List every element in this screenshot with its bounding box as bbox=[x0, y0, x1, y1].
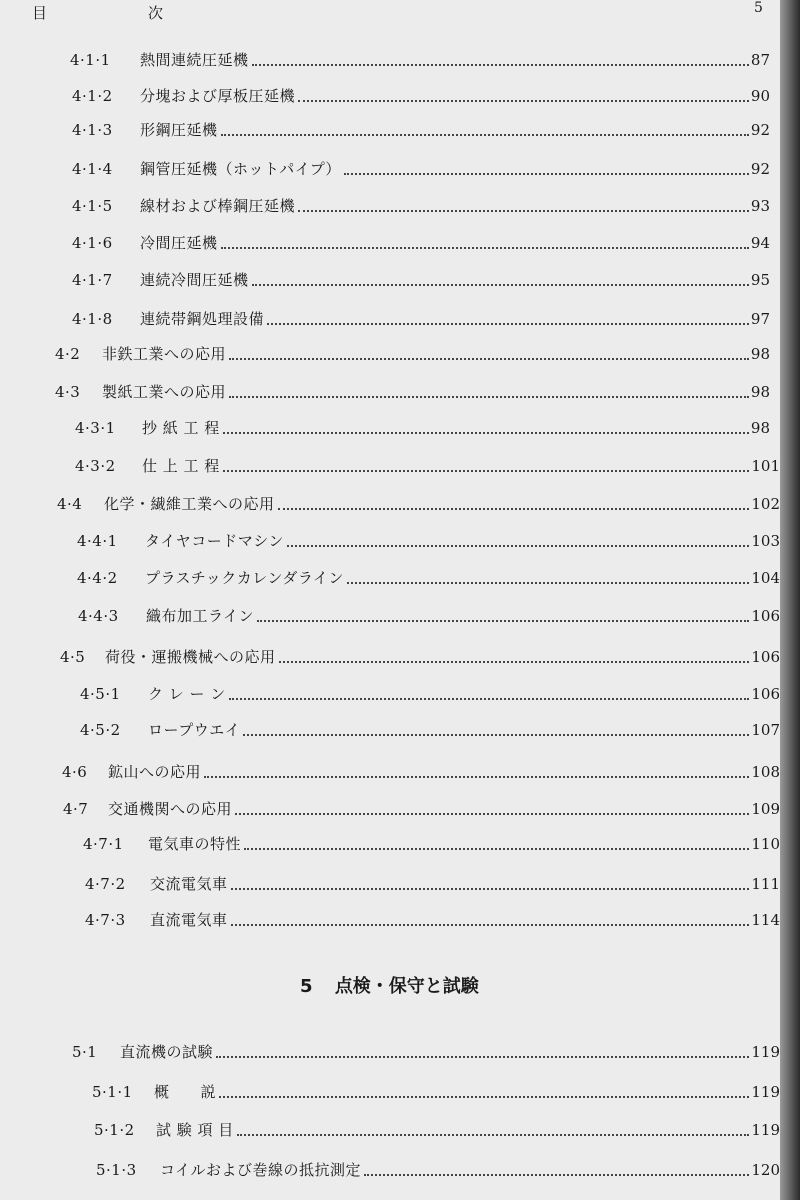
dot-leader bbox=[364, 1174, 749, 1176]
toc-entry-page: 98 bbox=[750, 383, 770, 401]
toc-entry-number: 4·1·3 bbox=[72, 121, 113, 139]
toc-entry-page: 102 bbox=[751, 495, 780, 513]
toc-entry bbox=[83, 832, 780, 856]
dot-leader bbox=[216, 1056, 749, 1058]
dot-leader bbox=[231, 888, 750, 890]
toc-entry-page: 120 bbox=[751, 1161, 780, 1179]
toc-entry-page: 87 bbox=[750, 51, 770, 69]
toc-entry-page: 93 bbox=[750, 197, 770, 215]
toc-entry-page: 106 bbox=[751, 648, 780, 666]
toc-entry-number: 4·1·7 bbox=[72, 271, 113, 289]
toc-entry bbox=[77, 529, 780, 553]
toc-entry-title: プラスチックカレンダライン bbox=[145, 569, 344, 587]
toc-entry-number: 4·4·1 bbox=[77, 532, 118, 550]
toc-entry-number: 4·6 bbox=[62, 763, 88, 781]
toc-entry bbox=[55, 342, 770, 366]
toc-entry-title: ク レ ー ン bbox=[148, 685, 226, 703]
page-number: 5 bbox=[754, 0, 763, 16]
toc-entry-number: 5·1·1 bbox=[92, 1083, 133, 1101]
toc-entry-page: 98 bbox=[750, 345, 770, 363]
toc-entry-number: 4·4·2 bbox=[77, 569, 118, 587]
toc-entry-title: 鉱山への応用 bbox=[108, 763, 202, 781]
toc-entry bbox=[80, 718, 780, 742]
toc-entry-title: コイルおよび巻線の抵抗測定 bbox=[160, 1161, 362, 1179]
toc-entry-number: 5·1·2 bbox=[94, 1121, 135, 1139]
toc-entry-number: 4·5 bbox=[60, 648, 86, 666]
dot-leader bbox=[344, 173, 749, 175]
toc-entry-number: 4·7·1 bbox=[83, 835, 124, 853]
page-edge-shadow bbox=[780, 0, 800, 1200]
dot-leader bbox=[229, 396, 749, 398]
toc-entry-page: 106 bbox=[751, 685, 780, 703]
dot-leader bbox=[223, 432, 749, 434]
toc-entry bbox=[75, 416, 770, 440]
toc-entry-page: 101 bbox=[751, 457, 780, 475]
dot-leader bbox=[279, 661, 750, 663]
toc-entry-title: 試 験 項 目 bbox=[156, 1121, 234, 1139]
toc-entry bbox=[72, 307, 770, 331]
dot-leader bbox=[298, 100, 749, 102]
toc-entry-title: タイヤコードマシン bbox=[145, 532, 284, 550]
toc-entry-number: 4·1·2 bbox=[72, 87, 113, 105]
toc-entry-page: 106 bbox=[751, 607, 780, 625]
toc-entry-number: 4·1·5 bbox=[72, 197, 113, 215]
toc-entry bbox=[62, 760, 780, 784]
dot-leader bbox=[278, 508, 750, 510]
toc-entry-page: 90 bbox=[750, 87, 770, 105]
toc-entry-title: 熱間連続圧延機 bbox=[140, 51, 249, 69]
toc-entry bbox=[78, 604, 780, 628]
toc-entry-page: 94 bbox=[750, 234, 770, 252]
dot-leader bbox=[252, 64, 749, 66]
toc-entry-title: 分塊および厚板圧延機 bbox=[140, 87, 296, 105]
toc-entry-title: 直流電気車 bbox=[150, 911, 228, 929]
toc-entry-title: 交通機関への応用 bbox=[108, 800, 233, 818]
toc-entry bbox=[85, 908, 780, 932]
toc-entry bbox=[80, 682, 780, 706]
running-head-left-1: 目 bbox=[32, 4, 48, 22]
toc-entry-number: 4·4·3 bbox=[78, 607, 119, 625]
dot-leader bbox=[231, 924, 750, 926]
toc-entry bbox=[72, 157, 770, 181]
toc-entry-title: 抄 紙 工 程 bbox=[142, 419, 220, 437]
toc-entry bbox=[96, 1158, 780, 1182]
toc-entry-page: 119 bbox=[751, 1121, 780, 1139]
toc-entry-page: 103 bbox=[751, 532, 780, 550]
toc-entry-number: 5·1 bbox=[72, 1043, 98, 1061]
toc-entry-number: 4·5·2 bbox=[80, 721, 121, 739]
toc-entry bbox=[72, 1040, 780, 1064]
toc-entry-title: 連続冷間圧延機 bbox=[140, 271, 249, 289]
toc-entry-title: 化学・繊維工業への応用 bbox=[104, 495, 275, 513]
toc-entry-page: 104 bbox=[751, 569, 780, 587]
dot-leader bbox=[204, 776, 749, 778]
toc-entry bbox=[72, 118, 770, 142]
toc-entry-page: 92 bbox=[750, 121, 770, 139]
dot-leader bbox=[223, 470, 750, 472]
running-head-left-2: 次 bbox=[148, 4, 164, 22]
dot-leader bbox=[221, 247, 749, 249]
toc-entry-page: 110 bbox=[751, 835, 780, 853]
toc-entry-title: 冷間圧延機 bbox=[140, 234, 218, 252]
toc-entry-number: 4·1·1 bbox=[70, 51, 111, 69]
dot-leader bbox=[298, 210, 749, 212]
toc-entry bbox=[92, 1080, 780, 1104]
toc-entry-number: 4·1·8 bbox=[72, 310, 113, 328]
toc-entry-page: 98 bbox=[750, 419, 770, 437]
toc-entry-title: 非鉄工業への応用 bbox=[102, 345, 227, 363]
toc-entry bbox=[75, 454, 780, 478]
toc-entry-page: 97 bbox=[750, 310, 770, 328]
toc-entry bbox=[55, 380, 770, 404]
toc-entry-page: 111 bbox=[751, 875, 780, 893]
toc-entry-title: 電気車の特性 bbox=[148, 835, 242, 853]
toc-entry-title: 概 説 bbox=[154, 1083, 217, 1101]
chapter-title: 点検・保守と試験 bbox=[334, 976, 479, 997]
dot-leader bbox=[252, 284, 749, 286]
toc-entry-number: 4·1·6 bbox=[72, 234, 113, 252]
toc-entry-title: 織布加工ライン bbox=[146, 607, 255, 625]
toc-entry bbox=[63, 797, 780, 821]
toc-entry-number: 4·3·1 bbox=[75, 419, 116, 437]
chapter-heading bbox=[300, 972, 600, 1002]
toc-entry-page: 95 bbox=[750, 271, 770, 289]
toc-entry-number: 4·2 bbox=[55, 345, 81, 363]
toc-entry bbox=[72, 268, 770, 292]
toc-entry bbox=[72, 231, 770, 255]
toc-entry-title: ロープウエイ bbox=[148, 721, 241, 739]
toc-entry-title: 仕 上 工 程 bbox=[142, 457, 220, 475]
dot-leader bbox=[237, 1134, 750, 1136]
dot-leader bbox=[244, 848, 749, 850]
dot-leader bbox=[243, 734, 749, 736]
chapter-number: 5 bbox=[300, 976, 313, 997]
toc-entry-number: 4·1·4 bbox=[72, 160, 113, 178]
running-head bbox=[0, 0, 780, 20]
toc-entry-number: 4·3 bbox=[55, 383, 81, 401]
dot-leader bbox=[221, 134, 749, 136]
toc-entry-title: 鋼管圧延機（ホットパイプ） bbox=[140, 160, 341, 178]
toc-entry-title: 製紙工業への応用 bbox=[102, 383, 227, 401]
toc-entry-title: 荷役・運搬機械への応用 bbox=[105, 648, 276, 666]
toc-entry-number: 4·5·1 bbox=[80, 685, 121, 703]
toc-entry bbox=[60, 645, 780, 669]
toc-entry bbox=[77, 566, 780, 590]
dot-leader bbox=[235, 813, 749, 815]
toc-entry-page: 92 bbox=[750, 160, 770, 178]
toc-entry-page: 107 bbox=[751, 721, 780, 739]
dot-leader bbox=[229, 698, 750, 700]
dot-leader bbox=[229, 358, 749, 360]
toc-entry-number: 4·7 bbox=[63, 800, 89, 818]
toc-entry bbox=[72, 84, 770, 108]
toc-entry-page: 108 bbox=[751, 763, 780, 781]
toc-entry-number: 4·3·2 bbox=[75, 457, 116, 475]
toc-entry bbox=[70, 48, 770, 72]
dot-leader bbox=[347, 582, 749, 584]
toc-entry-number: 4·7·2 bbox=[85, 875, 126, 893]
toc-entry-page: 119 bbox=[751, 1043, 780, 1061]
toc-entry bbox=[57, 492, 780, 516]
toc-entry-page: 119 bbox=[751, 1083, 780, 1101]
toc-entry-title: 線材および棒鋼圧延機 bbox=[140, 197, 296, 215]
toc-entry bbox=[72, 194, 770, 218]
dot-leader bbox=[287, 545, 750, 547]
toc-entry bbox=[94, 1118, 780, 1142]
dot-leader bbox=[219, 1096, 749, 1098]
toc-entry-title: 交流電気車 bbox=[150, 875, 228, 893]
toc-entry-number: 4·4 bbox=[57, 495, 83, 513]
toc-entry-number: 4·7·3 bbox=[85, 911, 126, 929]
toc-entry bbox=[85, 872, 780, 896]
dot-leader bbox=[257, 620, 749, 622]
dot-leader bbox=[267, 323, 749, 325]
toc-entry-number: 5·1·3 bbox=[96, 1161, 137, 1179]
toc-entry-title: 形鋼圧延機 bbox=[140, 121, 218, 139]
toc-entry-title: 直流機の試験 bbox=[120, 1043, 214, 1061]
toc-entry-page: 114 bbox=[751, 911, 780, 929]
toc-entry-page: 109 bbox=[751, 800, 780, 818]
toc-entry-title: 連続帯鋼処理設備 bbox=[140, 310, 265, 328]
